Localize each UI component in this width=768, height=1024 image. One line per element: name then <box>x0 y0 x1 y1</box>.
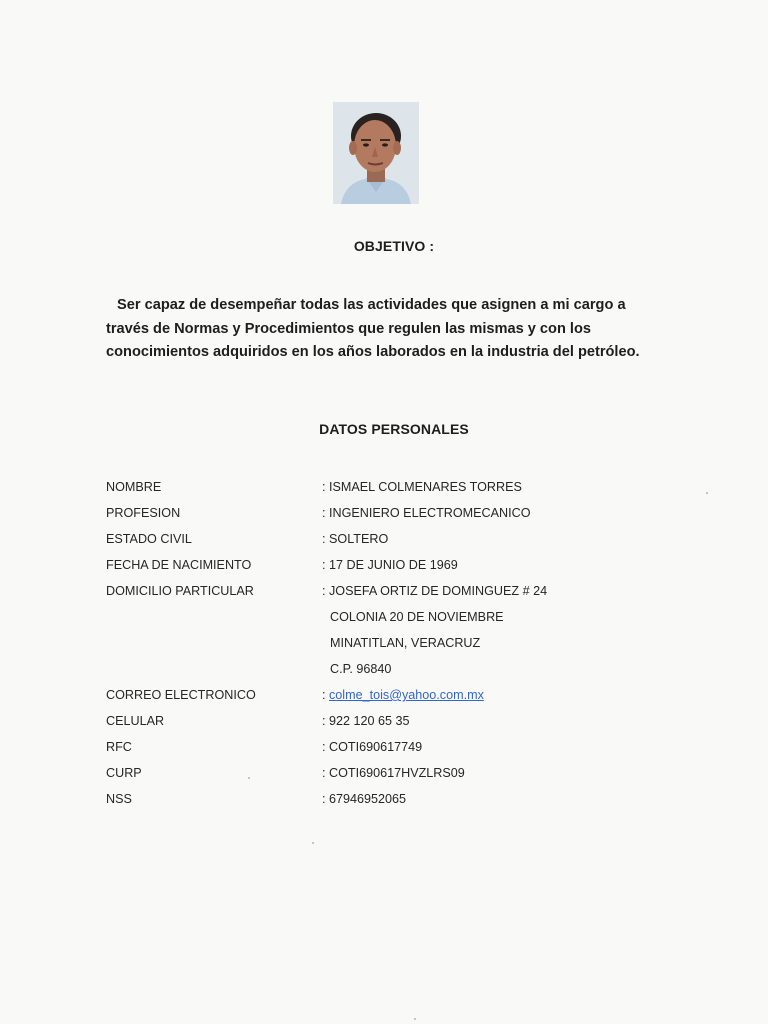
row-label: ESTADO CIVIL <box>106 532 192 546</box>
row-value: : COTI690617749 <box>322 740 423 754</box>
row-value: : 922 120 65 35 <box>322 714 410 728</box>
scan-speck <box>312 842 314 844</box>
row-label: FECHA DE NACIMIENTO <box>106 558 252 572</box>
row-label: DOMICILIO PARTICULAR <box>106 584 254 598</box>
scan-speck <box>414 1018 416 1020</box>
row-label: PROFESION <box>106 506 181 520</box>
row-label: NSS <box>106 792 132 806</box>
row-value: : INGENIERO ELECTROMECANICO <box>322 506 531 520</box>
row-label: CORREO ELECTRONICO <box>106 688 256 702</box>
row-label: RFC <box>106 740 132 754</box>
row-value: : 17 DE JUNIO DE 1969 <box>322 558 458 572</box>
objective-text: Ser capaz de desempeñar todas las actividades que asignen a mi cargo a través de Normas y Procedimientos que regulen las mismas y con los conocimientos adquiridos en los años laborados en la industria del petróleo. <box>106 297 640 360</box>
profile-photo <box>333 102 419 204</box>
scan-speck <box>706 492 708 494</box>
row-value: MINATITLAN, VERACRUZ <box>330 636 481 650</box>
email-link[interactable]: colme_tois@yahoo.com.mx <box>329 688 484 702</box>
row-value: : COTI690617HVZLRS09 <box>322 766 465 780</box>
personal-data-title: DATOS PERSONALES <box>319 421 469 437</box>
email-prefix: : <box>322 688 329 702</box>
scan-speck <box>248 777 250 779</box>
row-value: C.P. 96840 <box>330 662 392 676</box>
row-label: NOMBRE <box>106 480 162 494</box>
row-label: CURP <box>106 766 142 780</box>
row-value: : JOSEFA ORTIZ DE DOMINGUEZ # 24 <box>322 584 548 598</box>
row-value <box>322 687 484 703</box>
objective-title: OBJETIVO : <box>353 238 435 254</box>
row-value: COLONIA 20 DE NOVIEMBRE <box>330 610 504 624</box>
row-value: : ISMAEL COLMENARES TORRES <box>322 480 522 494</box>
row-value: : 67946952065 <box>322 792 407 806</box>
row-value: : SOLTERO <box>322 532 389 546</box>
row-label: CELULAR <box>106 714 165 728</box>
